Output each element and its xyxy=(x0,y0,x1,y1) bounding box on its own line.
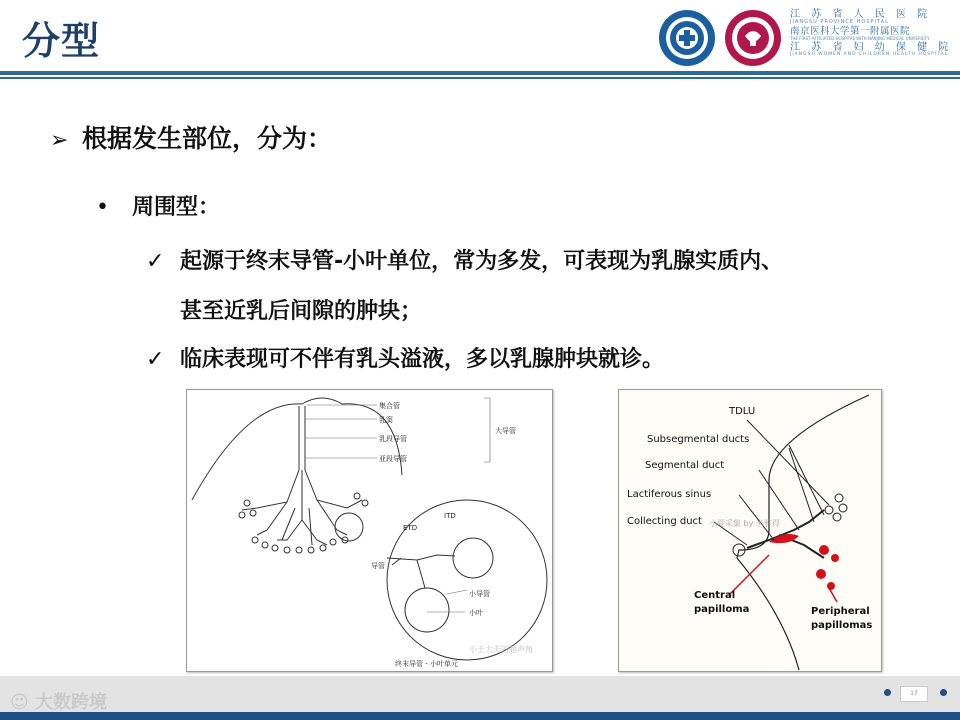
bullet-level1-text: 根据发生部位，分为： xyxy=(82,124,333,153)
check-item-1-continuation: 甚至近乳后间隙的肿块； xyxy=(180,299,423,324)
label-ductule: 小导管 xyxy=(469,590,490,598)
label-itd: ITD xyxy=(444,512,456,520)
bullet-level2 xyxy=(96,190,220,221)
hospital-name-2-en: THE FIRST AFFILIATED HOSPITAL WITH NANJING MEDICAL UNIVERSITY xyxy=(790,35,930,41)
hospital-name-3-en: JIANGSU WOMEN AND CHILDREN HEALTH HOSPITAL xyxy=(790,51,949,57)
check-item-2-text: 临床表现可不伴有乳头溢液，多以乳腺肿块就诊。 xyxy=(180,347,665,372)
hospital-name-2: 南京医科大学第一附属医院 xyxy=(790,26,911,37)
footer-watermark-text: 大数跨境 xyxy=(35,692,108,713)
check-item-1-text: 起源于终末导管-小叶单位，常为多发，可表现为乳腺实质内、 xyxy=(180,249,784,274)
figure-right-watermark: 小夏采集 by 米雅得 xyxy=(709,519,780,528)
label-lobule: 小叶 xyxy=(469,609,483,617)
figure-papilloma xyxy=(618,389,882,672)
label-duct: 导管 xyxy=(371,562,385,570)
label-tdlu: TDLU xyxy=(729,406,756,417)
bullet-level2-text: 周围型： xyxy=(132,195,221,220)
label-peripheral-1: Peripheral xyxy=(811,606,870,617)
label-segment-duct: 乳段导管 xyxy=(379,435,407,443)
label-sinus: 乳窦 xyxy=(379,416,393,424)
label-collecting-duct: 集合管 xyxy=(379,402,400,410)
nav-dot-right xyxy=(940,689,947,696)
figure-duct-anatomy xyxy=(186,389,553,672)
hospital-emblem-icon xyxy=(655,6,785,68)
arrow-bullet-icon: ➢ xyxy=(50,128,69,153)
footer-watermark xyxy=(10,688,107,714)
label-subsegment-duct: 亚段导管 xyxy=(379,455,407,463)
label-lactiferous: Lactiferous sinus xyxy=(627,489,712,500)
page-number: 17 xyxy=(900,686,928,702)
footer-bar xyxy=(0,712,960,720)
label-collecting: Collecting duct xyxy=(627,516,702,527)
duct-anatomy-diagram xyxy=(187,390,552,671)
hospital-name-1: 江 苏 省 人 民 医 院 xyxy=(790,9,932,20)
figure-left-watermark: 小王大夫的超声角 xyxy=(469,645,533,654)
label-segmental: Segmental duct xyxy=(645,460,725,471)
page-title: 分型 xyxy=(22,19,101,63)
papilloma-diagram xyxy=(619,390,881,671)
check-item-2 xyxy=(146,342,664,373)
label-major-duct: 大导管 xyxy=(495,427,516,435)
hospital-names xyxy=(790,9,953,57)
hospital-logos xyxy=(655,6,953,68)
hospital-name-1-en: JIANGSU PROVINCE HOSPITAL xyxy=(790,19,889,25)
label-central-2: papilloma xyxy=(694,604,750,615)
hospital-name-3: 江 苏 省 妇 幼 保 健 院 xyxy=(790,41,953,53)
nav-dot-left xyxy=(884,689,891,696)
checkmark-icon: ✓ xyxy=(146,249,165,274)
header-rule xyxy=(0,71,960,75)
bullet-level1 xyxy=(50,119,332,155)
dot-bullet-icon: • xyxy=(96,195,109,220)
checkmark-icon: ✓ xyxy=(146,347,165,372)
label-central-1: Central xyxy=(694,590,736,601)
label-etd: ETD xyxy=(403,524,418,532)
label-peripheral-2: papillomas xyxy=(811,620,873,631)
figure-left-caption: 终末导管 - 小叶单元 xyxy=(395,660,458,668)
watermark-logo-icon: ☺ xyxy=(10,692,36,713)
header-rule-thin xyxy=(0,77,960,79)
label-subsegmental: Subsegmental ducts xyxy=(647,434,750,445)
check-item-1 xyxy=(146,244,783,275)
